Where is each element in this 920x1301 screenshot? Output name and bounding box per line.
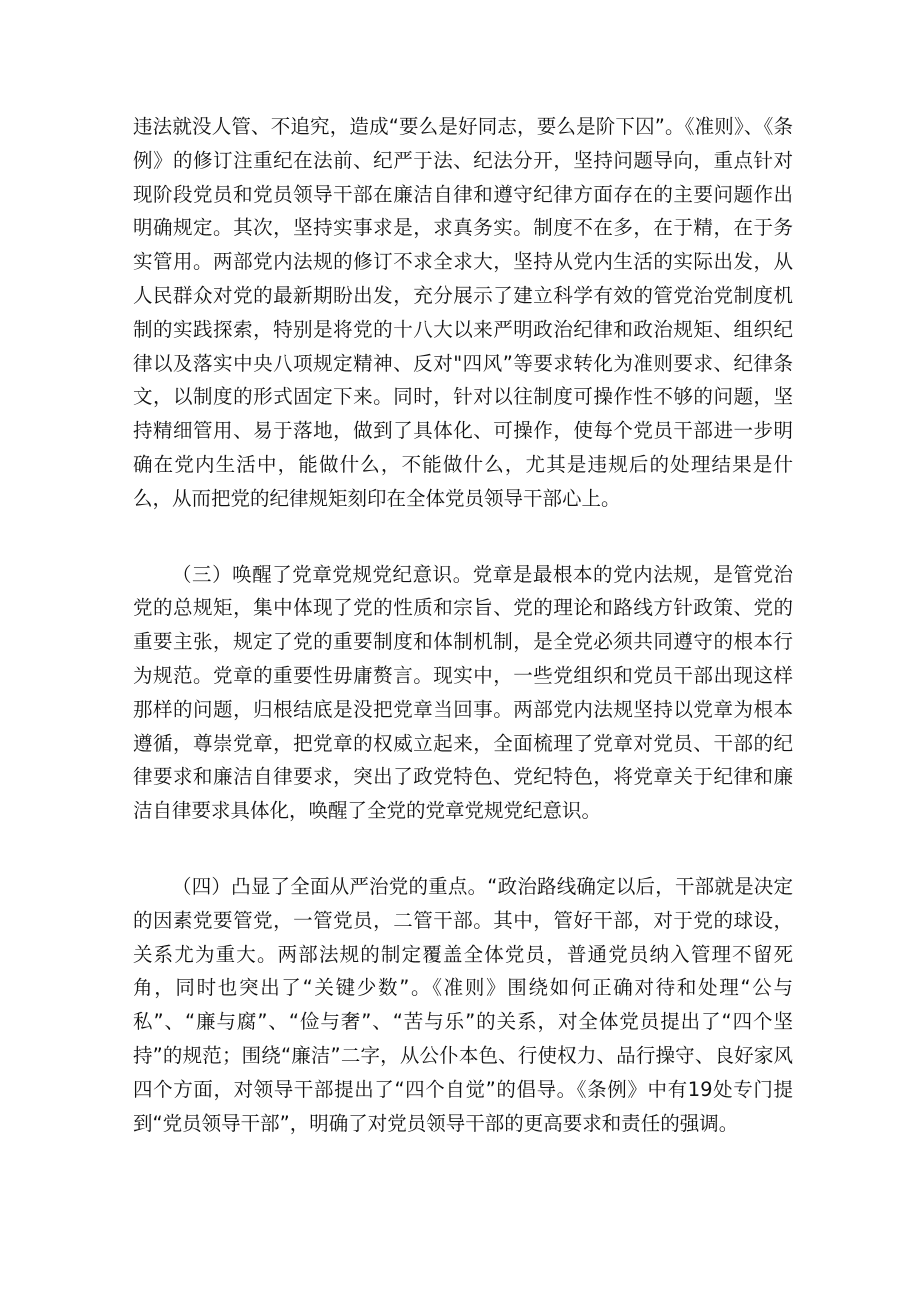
paragraph-section-three: （三）唤醒了党章党规党纪意识。党章是最根本的党内法规，是管党治党的总规矩，集中体现了党的性质和宗旨、党的理论和路线方针政策、党的重要主张，规定了党的重要制度和体制机制，是全党必须共同遵守的根本行为规范。党章的重要性毋庸赘言。现实中，一些党组织和党员干部出现这样那样的问题，归根结底是没把党章当回事。两部党内法规坚持以党章为根本遵循，尊崇党章，把党章的权威立起来，全面梳理了党章对党员、干部的纪律要求和廉洁自律要求，突出了政党特色、党纪特色，将党章关于纪律和廉洁自律要求具体化，唤醒了全党的党章党规党纪意识。 [133,562,793,823]
paragraph-continuation: 违法就没人管、不追究，造成“要么是好同志，要么是阶下囚”。《准则》、《条例》的修订注重纪在法前、纪严于法、纪法分开，坚持问题导向，重点针对现阶段党员和党员领导干部在廉洁自律和遵守纪律方面存在的主要问题作出明确规定。其次，坚持实事求是，求真务实。制度不在多，在于精，在于务实管用。两部党内法规的修订不求全求大，坚持从党内生活的实际出发，从人民群众对党的最新期盼出发，充分展示了建立科学有效的管党治党制度机制的实践探索，特别是将党的十八大以来严明政治纪律和政治规矩、组织纪律以及落实中央八项规定精神、反对"四风”等要求转化为准则要求、纪律条文，以制度的形式固定下来。同时，针对以往制度可操作性不够的问题，坚持精细管用、易于落地，做到了具体化、可操作，使每个党员干部进一步明确在党内生活中，能做什么，不能做什么，尤其是违规后的处理结果是什么，从而把党的纪律规矩刻印在全体党员领导干部心上。 [133,115,793,510]
document-body [133,110,793,1140]
paragraph-section-four: （四）凸显了全面从严治党的重点。“政治路线确定以后，干部就是决定的因素党要管党，一管党员，二管干部。其中，管好干部，对于党的球设，关系尤为重大。两部法规的制定覆盖全体党员，普通党员纳入管理不留死角，同时也突出了“关键少数”。《准则》围绕如何正确对待和处理“公与私”、“廉与腐”、“俭与奢”、“苦与乐”的关系，对全体党员提出了“四个坚持”的规范；围绕“廉洁”二字，从公仆本色、行使权力、品行操守、良好家风四个方面，对领导干部提出了“四个自觉”的倡导。《条例》中有19处专门提到“党员领导干部”，明确了对党员领导干部的更高要求和责任的强调。 [133,874,793,1135]
